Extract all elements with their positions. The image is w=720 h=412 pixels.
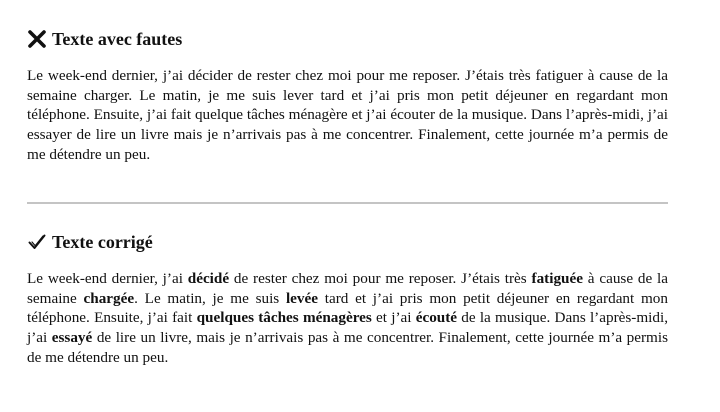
checkmark-icon — [27, 231, 47, 253]
text-segment: tard et j’ai pris mon petit déjeuner en regardant mon téléphone. Ensuite, j’ai fait — [27, 289, 668, 327]
text-segment: . Le matin, je me suis — [134, 289, 286, 307]
faulty-text-paragraph: Le week-end dernier, j’ai décider de rester chez moi pour me reposer. J’étais très fatiguer à cause de la semaine charger. Le matin, je me suis lever tard et j’ai pris mon petit déjeuner en regardant mon téléphone. Ensuite, j’ai fait quelque tâches ménagère et j’ai écouter de la musique. Dans l’après-midi, j’ai essayer de lire un livre mais je n’arrivais pas à me concentrer. Finalement, cette journée m’a permis de me détendre un peu. — [27, 67, 668, 163]
cross-icon — [27, 28, 47, 50]
correction-highlight: quelques tâches ménagères — [196, 309, 372, 327]
faulty-text-heading — [27, 26, 668, 52]
correction-highlight: écouté — [415, 309, 458, 327]
corrected-text-heading — [27, 229, 668, 255]
corrected-text-paragraph — [27, 269, 668, 368]
faulty-text-section — [27, 26, 668, 165]
correction-highlight: levée — [285, 289, 318, 307]
text-segment: de lire un livre, mais je n’arrivais pas à me concentrer. Finalement, cette journée m’a permis de me détendre un peu. — [27, 329, 668, 366]
section-divider — [27, 202, 668, 204]
correction-highlight: essayé — [51, 329, 93, 347]
correction-highlight: fatiguée — [531, 270, 583, 287]
corrected-text-section — [27, 229, 668, 368]
correction-highlight: chargée — [83, 289, 135, 307]
text-segment: à cause de la semaine — [27, 270, 669, 307]
corrected-text-title: Texte corrigé — [52, 232, 153, 252]
text-segment: et j’ai — [371, 309, 416, 327]
text-segment: Le week-end dernier, j’ai — [27, 270, 188, 287]
text-segment: de rester chez moi pour me reposer. J’étais très — [229, 270, 532, 287]
faulty-text-title: Texte avec fautes — [52, 29, 183, 49]
correction-highlight: décidé — [187, 270, 230, 287]
text-segment: de la musique. Dans l’après-midi, j’ai — [27, 309, 668, 347]
